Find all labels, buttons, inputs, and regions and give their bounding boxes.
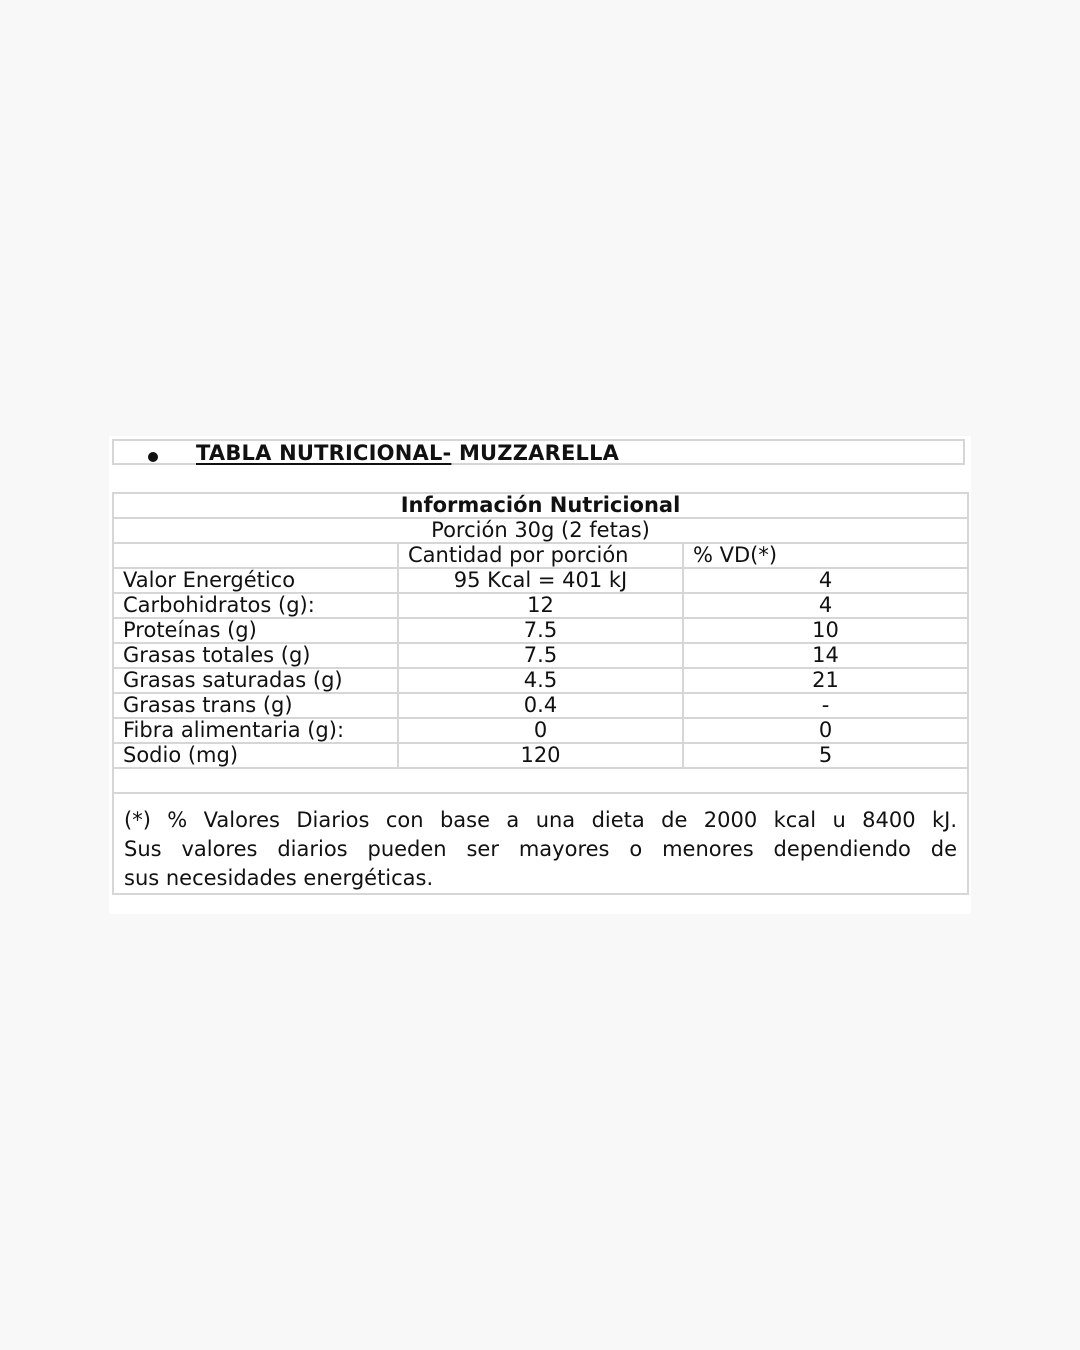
footnote-row [113, 793, 968, 894]
table-heading: Información Nutricional [113, 493, 968, 518]
row-vd: 4 [683, 568, 968, 593]
row-vd: 5 [683, 743, 968, 768]
portion-row [113, 518, 968, 543]
row-label: Grasas saturadas (g) [113, 668, 398, 693]
row-amount: 4.5 [398, 668, 683, 693]
row-label: Proteínas (g) [113, 618, 398, 643]
row-amount: 0.4 [398, 693, 683, 718]
table-row [113, 718, 968, 743]
table-row [113, 743, 968, 768]
row-vd: 10 [683, 618, 968, 643]
page-title [196, 441, 619, 465]
title-bar [112, 439, 965, 465]
row-label: Valor Energético [113, 568, 398, 593]
row-label: Fibra alimentaria (g): [113, 718, 398, 743]
table-row [113, 693, 968, 718]
table-row [113, 593, 968, 618]
row-amount: 120 [398, 743, 683, 768]
table-row [113, 618, 968, 643]
nutrition-table [112, 492, 969, 895]
bullet-icon [148, 452, 158, 462]
table-row [113, 643, 968, 668]
row-vd: 4 [683, 593, 968, 618]
row-amount: 12 [398, 593, 683, 618]
table-row [113, 668, 968, 693]
footnote [113, 793, 968, 894]
footnote-line: Sus valores diarios pueden ser mayores o menores dependiendo de [124, 837, 958, 861]
table-row [113, 568, 968, 593]
column-header-amount: Cantidad por porción [398, 543, 683, 568]
title-product: MUZZARELLA [451, 441, 620, 465]
column-header-empty [113, 543, 398, 568]
spacer-cell [113, 768, 968, 793]
row-vd: - [683, 693, 968, 718]
portion-label: Porción 30g (2 fetas) [113, 518, 968, 543]
document-page [109, 436, 971, 914]
footnote-line: sus necesidades energéticas. [124, 866, 434, 890]
row-label: Carbohidratos (g): [113, 593, 398, 618]
row-amount: 7.5 [398, 618, 683, 643]
footnote-line: (*) % Valores Diarios con base a una dieta de 2000 kcal u 8400 kJ. [124, 808, 958, 832]
row-label: Grasas trans (g) [113, 693, 398, 718]
table-heading-row [113, 493, 968, 518]
row-label: Sodio (mg) [113, 743, 398, 768]
spacer-row [113, 768, 968, 793]
title-main: TABLA NUTRICIONAL- [196, 441, 452, 465]
row-vd: 21 [683, 668, 968, 693]
column-header-row [113, 543, 968, 568]
row-vd: 0 [683, 718, 968, 743]
row-amount: 7.5 [398, 643, 683, 668]
column-header-vd: % VD(*) [683, 543, 968, 568]
row-vd: 14 [683, 643, 968, 668]
row-amount: 95 Kcal = 401 kJ [398, 568, 683, 593]
row-amount: 0 [398, 718, 683, 743]
row-label: Grasas totales (g) [113, 643, 398, 668]
